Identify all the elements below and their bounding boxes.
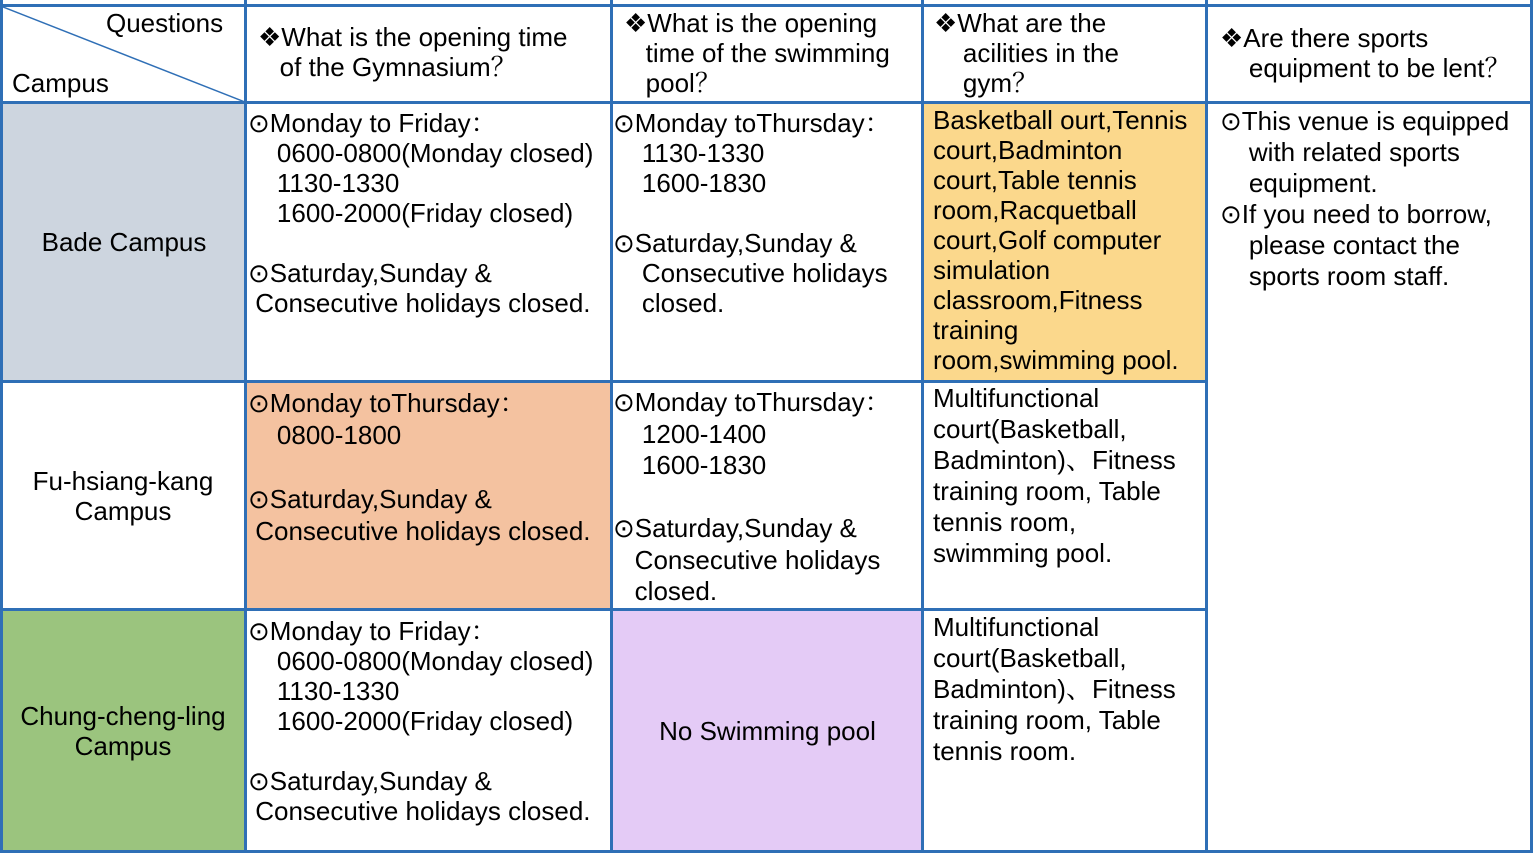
grid-line (1530, 0, 1533, 853)
grid-line (1205, 0, 1208, 853)
gym-hours-chung-cheng-ling: ⊙Monday to Friday： 0600-0800(Monday closed) 1130-1330 1600-2000(Friday closed) ⊙Saturday,Sunday & Consecutive holidays closed. (248, 616, 594, 826)
campus-name-fu-hsiang-kang: Fu-hsiang-kang Campus (32, 466, 214, 526)
corner-questions-label: Questions (106, 8, 224, 38)
campus-name-chung-cheng-ling: Chung-cheng-ling Campus (20, 701, 226, 761)
gym-hours-fu-hsiang-kang: ⊙Monday toThursday： 0800-1800 ⊙Saturday,Sunday & Consecutive holidays closed. (248, 388, 591, 546)
equipment-answer: ⊙This venue is equipped with related sports equipment. ⊙If you need to borrow, please contact the sports room staff. (1220, 106, 1510, 291)
facilities-fu-hsiang-kang: Multifunctional court(Basketball, Badminton)、Fitness training room, Table tennis room, swimming pool. (933, 383, 1176, 568)
pool-hours-fu-hsiang-kang: ⊙Monday toThursday： 1200-1400 1600-1830 ⊙Saturday,Sunday & Consecutive holidays closed. (613, 387, 891, 606)
question-gym-facilities: ❖What are the acilities in the gym？ (934, 8, 1119, 98)
question-equipment-lending: ❖Are there sports equipment to be lent？ (1220, 23, 1511, 83)
question-pool-opening-time: ❖What is the opening time of the swimming pool？ (624, 8, 890, 98)
facilities-bade: Basketball ourt,Tennis court,Badminton court,Table tennis room,Racquetball court,Golf computer simulation classroom,Fitness training room,swimming pool. (933, 105, 1188, 375)
corner-campus-label: Campus (12, 68, 109, 98)
pool-hours-chung-cheng-ling: No Swimming pool (659, 716, 876, 746)
facilities-chung-cheng-ling: Multifunctional court(Basketball, Badminton)、Fitness training room, Table tennis room. (933, 612, 1176, 766)
pool-hours-bade: ⊙Monday toThursday： 1130-1330 1600-1830 ⊙Saturday,Sunday & Consecutive holidays closed. (613, 108, 891, 318)
gym-hours-bade: ⊙Monday to Friday： 0600-0800(Monday closed) 1130-1330 1600-2000(Friday closed) ⊙Saturday,Sunday & Consecutive holidays closed. (248, 108, 594, 318)
question-gym-opening-time: ❖What is the opening time of the Gymnasium？ (258, 22, 568, 82)
campus-name-bade: Bade Campus (41, 227, 207, 257)
